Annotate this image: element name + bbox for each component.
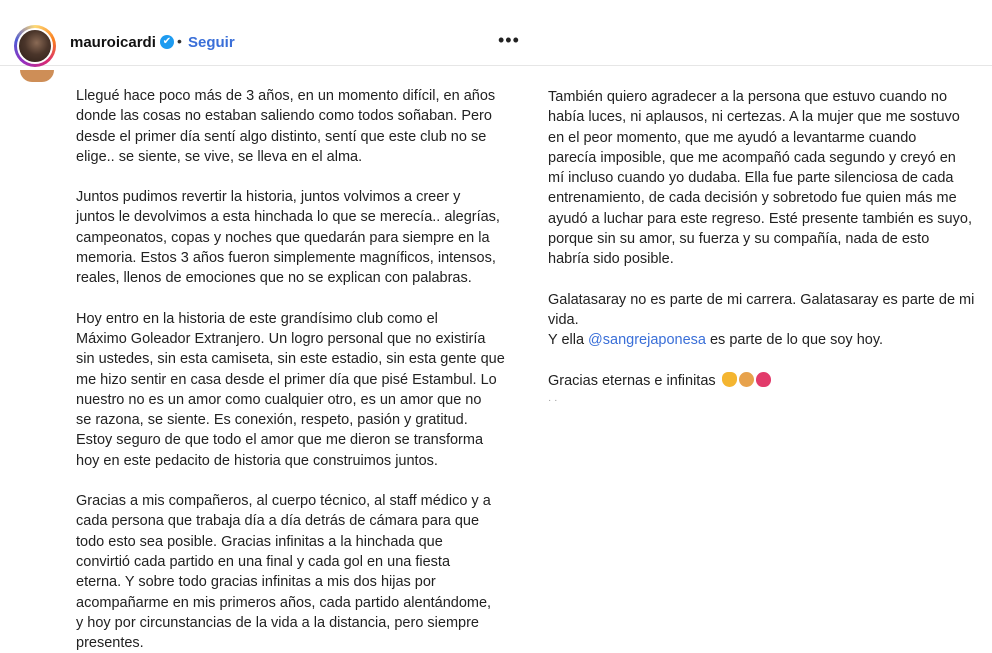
caption-right-text [548,87,988,330]
mention-line [548,330,988,350]
caption-line: Estoy seguro de que todo el amor que me dieron se transforma [76,432,484,449]
caption-line: habría sido posible. [548,251,674,268]
caption-line: mí incluso cuando yo dudaba. Ella fue parte silenciosa de cada [548,170,954,187]
caption-line: convirtió cada partido en una final y cada gol en una fiesta [76,553,451,570]
caption-line: vida. [548,311,579,328]
paragraph-gap [548,270,988,290]
caption-line: Llegué hace poco más de 3 años, en un momento difícil, en años [76,88,496,104]
paragraph-gap [76,289,516,309]
comment-avatar [20,70,54,82]
verified-badge-icon: ✔ [160,35,174,49]
truncated-hint: · · [548,394,558,406]
paragraph-gap [76,471,516,491]
caption-line: donde las cosas no estaban saliendo como todos soñaban. Pero [76,108,492,125]
more-options-icon[interactable]: ••• [498,30,520,50]
caption-line: parecía imposible, que me acompañó cada segundo y creyó en [548,149,956,166]
caption-line: Máximo Goleador Extranjero. Un logro personal que no existiría [76,330,486,347]
caption-line: Gracias a mis compañeros, al cuerpo técnico, al staff médico y a [76,493,491,510]
caption-line: porque sin su amor, su fuerza y su compañía, nada de esto [548,231,930,248]
caption-line: campeonatos, copas y noches que quedarán para siempre en la [76,229,490,246]
caption-line: sin ustedes, sin esta camiseta, sin este estadio, sin esta gente que [76,351,505,368]
caption-line: juntos le devolvimos a esta hinchada lo que se merecía.. alegrías, [76,209,500,226]
caption-column-left [76,86,516,653]
mention-link[interactable]: @sangrejaponesa [588,332,706,349]
username-link[interactable]: mauroicardi [70,34,156,51]
caption-line: todo esto sea posible. Gracias infinitas a la hinchada que [76,533,443,550]
caption-line: memoria. Estos 3 años fueron simplemente magníficos, intensos, [76,250,496,267]
follow-button[interactable]: Seguir [188,34,235,51]
caption-line: nuestro no es un amor como cualquier otro, es un amor que no [76,391,482,408]
caption-line: y hoy por circunstancias de la vida a la distancia, pero siempre [76,614,479,631]
post-header [0,0,992,66]
caption-line: Galatasaray no es parte de mi carrera. Galatasaray es parte de mi [548,291,975,308]
mention-prefix: Y ella [548,332,589,349]
caption-line: acompañarme en mis primeros años, cada partido alentándome, [76,594,492,611]
caption-line: hoy en este pedacito de historia que construimos juntos. [76,452,438,469]
caption-line: cada persona que trabaja día a día detrás de cámara para que [76,513,480,530]
caption-line: eterna. Y sobre todo gracias infinitas a mis dos hijas por [76,574,436,591]
closing-line [548,371,988,391]
avatar-image [17,28,53,64]
caption-line: reales, llenos de emociones que no se explican con palabras. [76,270,472,287]
caption-line: desde el primer día sentí algo distinto, sentí que este club no se [76,128,487,145]
caption-line: También quiero agradecer a la persona que estuvo cuando no [548,89,948,105]
caption-line: Juntos pudimos revertir la historia, juntos volvimos a creer y [76,189,461,206]
mention-suffix: es parte de lo que soy hoy. [705,332,884,349]
yellow-heart-icon [722,372,737,387]
closing-text: Gracias eternas e infinitas [548,372,720,389]
caption-line: Hoy entro en la historia de este grandísimo club como el [76,310,438,327]
caption-line: presentes. [76,635,144,652]
lion-face-icon [739,372,754,387]
paragraph-gap [76,167,516,187]
caption-line: en el peor momento, que me ayudó a levantarme cuando [548,129,917,146]
red-heart-icon [756,372,771,387]
caption-line: entrenamiento, de cada decisión y sobretodo fue quien más me [548,190,957,207]
profile-avatar[interactable] [14,25,56,67]
caption-line: se razona, se siente. Es conexión, respeto, pasión y gratitud. [76,412,468,429]
separator-dot: • [177,33,182,49]
caption-column-right [548,87,988,411]
caption-line: elige.. se siente, se vive, se lleva en el alma. [76,148,363,165]
caption-line: me hizo sentir en casa desde el primer día que pisé Estambul. Lo [76,371,497,388]
caption-line: ayudó a luchar para este regreso. Esté presente también es suyo, [548,210,972,227]
caption-line: había luces, ni aplausos, ni certezas. A la mujer que me sostuvo [548,109,960,126]
